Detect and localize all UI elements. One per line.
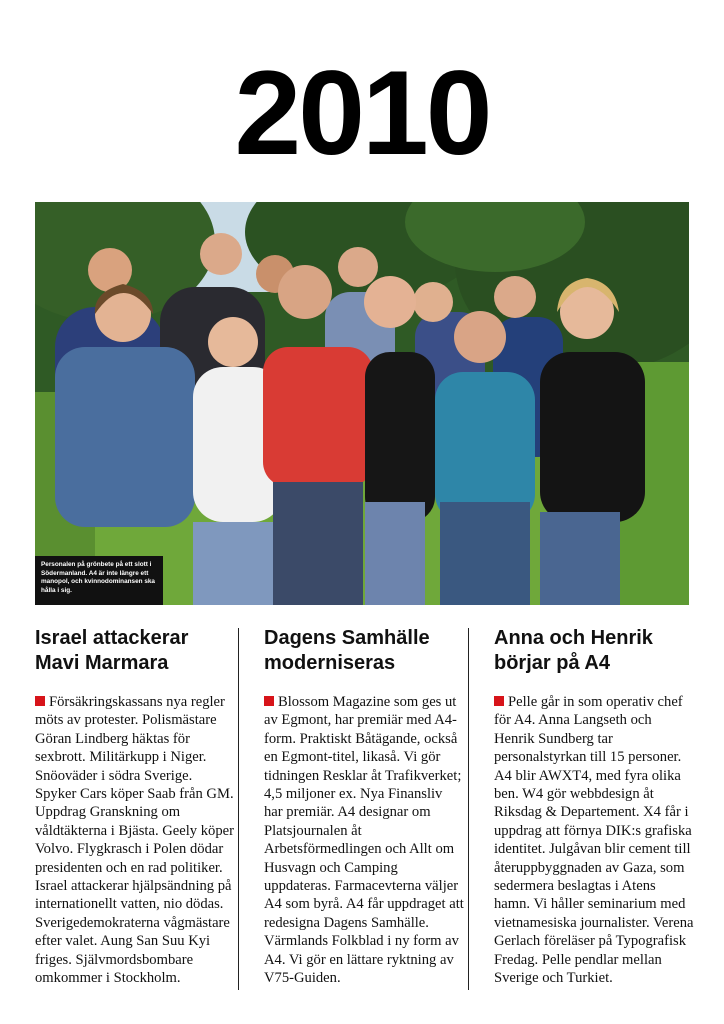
column-3-text: Pelle går in som operativ chef för A4. Anna Langseth och Henrik Sundberg tar personalstyrkan till 15 personer. A4 blir AWXT4, med fyra olika ben. W4 gör webbdesign åt Riksdag & Departement. X4 får i uppdrag att förnya DIK:s grafiska identitet. Julgåvan blir cement till återuppbyggnaden av Gaza, som sedermera beslagtas i Atens hamn. Vi håller seminarium med vietnamesiska journalister. Verena Gerlach föreläser på Typografisk Fredag. Pelle pendlar mellan Sverige och Turkiet. bbox=[494, 694, 694, 987]
column-2-headline: Dagens Samhälle moderniseras bbox=[264, 627, 430, 674]
column-3 bbox=[494, 626, 694, 988]
column-2-text: Blossom Magazine som ges ut av Egmont, har premiär med A4-form. Praktiskt Båtägande, också en Egmont-titel, likaså. Vi gör tidningen Resklar åt Trafikverket; 4,5 miljoner ex. Nya Finansliv har premiär. A4 designar om Platsjournalen åt Arbetsförmedlingen och Allt om Husvagn och Camping uppdateras. Farmacevterna väljer A4 som byrå. A4 får uppdraget att redesigna Dagens Samhälle. Värmlands Folkblad i ny form av A4. Vi gör en lättare ryktning av V75-Guiden. bbox=[264, 694, 464, 987]
column-1-text: Försäkringskassans nya regler möts av protester. Polismästare Göran Lindberg häktas för sexbrott. Militärkupp i Niger. Snöoväder i södra Sverige. Spyker Cars köper Saab från GM. Uppdrag Granskning om våldtäkterna i Bjästa. Geely köper Volvo. Flygkrasch i Polen dödar presidenten och en rad politiker. Israel attackerar hjälpsändning på internationellt vatten, nio dödas. Sverigedemokraterna vågmästare efter valet. Aung San Suu Kyi friges. Självmordsbombare omkommer i Stockholm. bbox=[35, 694, 234, 987]
year-heading: 2010 bbox=[234, 46, 490, 180]
column-1 bbox=[35, 626, 235, 988]
staff-group-photo bbox=[35, 202, 689, 605]
column-1-headline: Israel attackerar Mavi Marmara bbox=[35, 627, 189, 674]
photo-caption: Personalen på grönbete på ett slott i Södermanland. A4 är inte längre ett manopol, och kvinnodominansen ska hålla i sig. bbox=[35, 556, 163, 605]
red-square-icon bbox=[494, 696, 504, 706]
red-square-icon bbox=[35, 696, 45, 706]
column-divider bbox=[468, 628, 469, 990]
column-3-body bbox=[494, 693, 694, 988]
column-3-headline: Anna och Henrik börjar på A4 bbox=[494, 627, 653, 674]
column-2-body bbox=[264, 693, 464, 988]
column-1-body bbox=[35, 693, 235, 988]
red-square-icon bbox=[264, 696, 274, 706]
column-2 bbox=[264, 626, 464, 988]
column-divider bbox=[238, 628, 239, 990]
